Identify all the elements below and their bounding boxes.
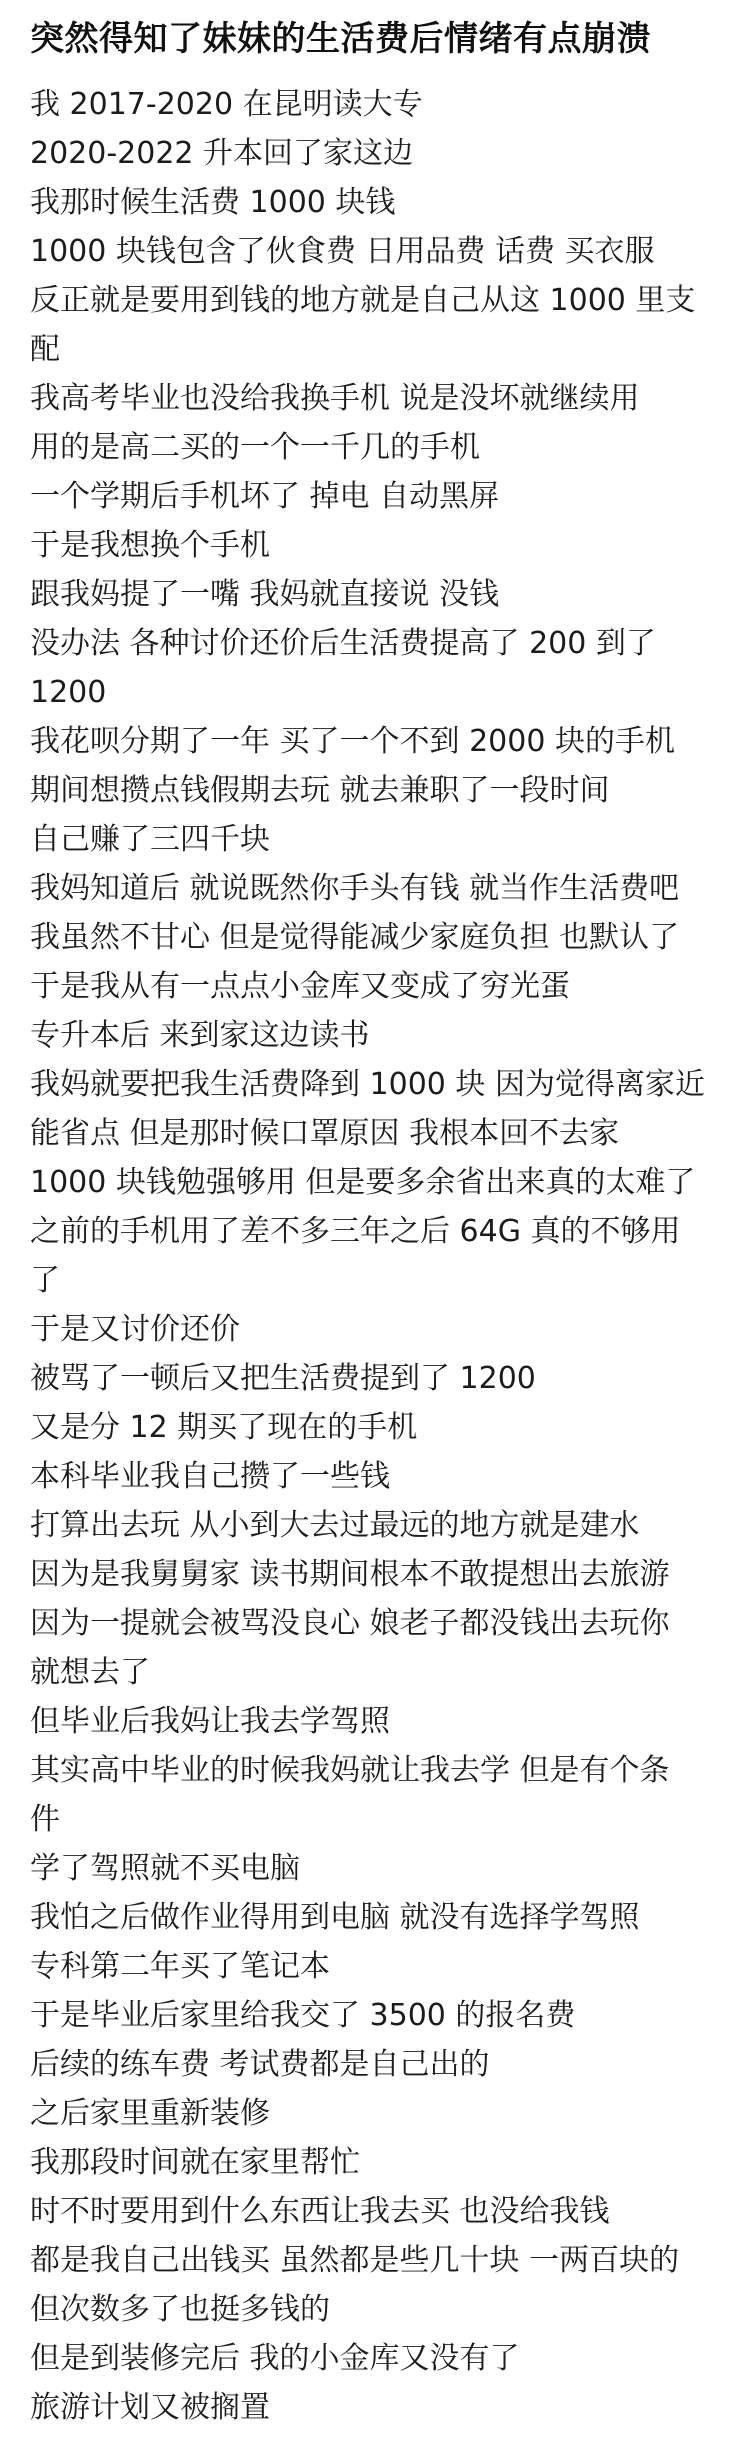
post-body-line: 我怕之后做作业得用到电脑 就没有选择学驾照 — [30, 1900, 640, 1935]
post-body-line: 1000 块钱包含了伙食费 日用品费 话费 买衣服 — [30, 234, 655, 269]
post-body-line: 于是我从有一点点小金库又变成了穷光蛋 — [30, 969, 570, 1004]
post-body-line: 我花呗分期了一年 买了一个不到 2000 块的手机 — [30, 724, 675, 759]
post-body-line: 一个学期后手机坏了 掉电 自动黑屏 — [30, 479, 500, 514]
post-title: 突然得知了妹妹的生活费后情绪有点崩溃 — [30, 19, 651, 59]
post-body-line: 之后家里重新装修 — [30, 2096, 270, 2131]
post-body-line: 于是我想换个手机 — [30, 528, 270, 563]
post-body-line: 自己赚了三四千块 — [30, 822, 270, 857]
post-body-line: 能省点 但是那时候口罩原因 我根本回不去家 — [30, 1116, 620, 1151]
post-body-line: 件 — [30, 1802, 60, 1837]
post-body-line: 于是又讨价还价 — [30, 1312, 240, 1347]
post-body-line: 2020-2022 升本回了家这边 — [30, 136, 414, 171]
post-body-line: 旅游计划又被搁置 — [30, 2390, 270, 2425]
post-body-line: 就想去了 — [30, 1655, 150, 1690]
post-body-line: 我虽然不甘心 但是觉得能减少家庭负担 也默认了 — [30, 920, 680, 955]
post-body-line: 打算出去玩 从小到大去过最远的地方就是建水 — [30, 1508, 640, 1543]
post-body-line: 用的是高二买的一个一千几的手机 — [30, 430, 480, 465]
post-body-line: 了 — [30, 1263, 60, 1298]
post-body-line: 我 2017-2020 在昆明读大专 — [30, 87, 423, 122]
post-body-line: 之前的手机用了差不多三年之后 64G 真的不够用 — [30, 1214, 681, 1249]
post-body-line: 我高考毕业也没给我换手机 说是没坏就继续用 — [30, 381, 640, 416]
post-body-line: 被骂了一顿后又把生活费提到了 1200 — [30, 1361, 536, 1396]
post-body-line: 又是分 12 期买了现在的手机 — [30, 1410, 418, 1445]
post-body-line: 1200 — [30, 675, 107, 710]
post-body-line: 本科毕业我自己攒了一些钱 — [30, 1459, 390, 1494]
post-body-line: 但是到装修完后 我的小金库又没有了 — [30, 2341, 520, 2376]
post-body-line: 我那段时间就在家里帮忙 — [30, 2145, 360, 2180]
post-body-line: 跟我妈提了一嘴 我妈就直接说 没钱 — [30, 577, 500, 612]
post-body-line: 时不时要用到什么东西让我去买 也没给我钱 — [30, 2194, 610, 2229]
post-body-line: 其实高中毕业的时候我妈就让我去学 但是有个条 — [30, 1753, 670, 1788]
post-body-line: 于是毕业后家里给我交了 3500 的报名费 — [30, 1998, 576, 2033]
post-body-line: 因为一提就会被骂没良心 娘老子都没钱出去玩你 — [30, 1606, 670, 1641]
post-body-line: 因为是我舅舅家 读书期间根本不敢提想出去旅游 — [30, 1557, 670, 1592]
post-body-line: 但毕业后我妈让我去学驾照 — [30, 1704, 390, 1739]
post-body-line: 反正就是要用到钱的地方就是自己从这 1000 里支 — [30, 283, 696, 318]
post-body-line: 专科第二年买了笔记本 — [30, 1949, 330, 1984]
post-body-line: 我妈知道后 就说既然你手头有钱 就当作生活费吧 — [30, 871, 680, 906]
post-body-line: 1000 块钱勉强够用 但是要多余省出来真的太难了 — [30, 1165, 696, 1200]
post-body-line: 但次数多了也挺多钱的 — [30, 2292, 330, 2327]
post-body-line: 我妈就要把我生活费降到 1000 块 因为觉得离家近 — [30, 1067, 705, 1102]
post-body-line: 都是我自己出钱买 虽然都是些几十块 一两百块的 — [30, 2243, 680, 2278]
post-body-line: 我那时候生活费 1000 块钱 — [30, 185, 396, 220]
post-body-line: 后续的练车费 考试费都是自己出的 — [30, 2047, 490, 2082]
post-body-line: 配 — [30, 332, 60, 367]
post-body — [30, 80, 722, 2432]
post-body-line: 没办法 各种讨价还价后生活费提高了 200 到了 — [30, 626, 656, 661]
post-body-line: 专升本后 来到家这边读书 — [30, 1018, 370, 1053]
post-body-line: 学了驾照就不买电脑 — [30, 1851, 300, 1886]
post-body-line: 期间想攒点钱假期去玩 就去兼职了一段时间 — [30, 773, 610, 808]
